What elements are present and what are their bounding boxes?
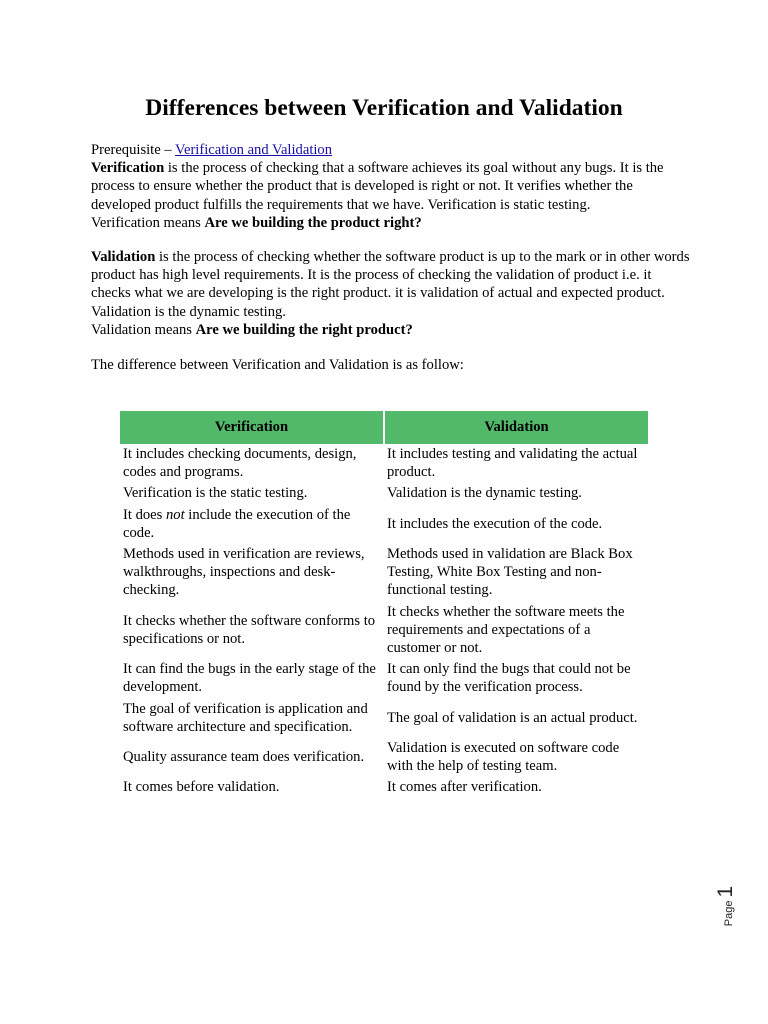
prerequisite-link[interactable]: Verification and Validation — [175, 142, 333, 158]
table-header-row — [120, 411, 648, 444]
validation-cell: It can only find the bugs that could not be found by the verification process. — [387, 661, 631, 696]
cell-text: include the execution of the code. — [123, 506, 351, 541]
table-row — [120, 505, 648, 544]
verification-cell: It includes checking documents, design, codes and programs. — [123, 446, 357, 481]
validation-means-label: Validation means — [91, 321, 196, 338]
page-title: Differences between Verification and Validation — [145, 95, 623, 121]
validation-term: Validation — [91, 249, 156, 265]
verification-cell: It can find the bugs in the early stage of the development. — [123, 661, 376, 696]
verification-means-line — [91, 214, 691, 232]
validation-cell: It includes the execution of the code. — [387, 515, 603, 532]
table-body — [120, 444, 648, 799]
validation-cell: Validation is executed on software code with the help of testing team. — [387, 740, 620, 775]
page-label: Page — [723, 900, 735, 927]
verification-cell: It comes before validation. — [123, 779, 280, 796]
verification-term: Verification — [91, 160, 165, 177]
cell-emphasis: not — [165, 506, 185, 523]
table-row — [120, 483, 648, 504]
validation-section — [91, 248, 691, 339]
cell-text: It does — [123, 506, 166, 523]
verification-cell: Methods used in verification are reviews, walkthroughs, inspections and desk-checking. — [123, 546, 365, 599]
validation-cell: It comes after verification. — [387, 779, 542, 796]
verification-definition: is the process of checking that a software achieves its goal without any bugs. It is the process to ensure whether the product that is developed is right or not. It verifies whether the developed product fulfills the requirements that we have. Verification is static testing. — [91, 160, 664, 213]
table-row — [120, 699, 648, 738]
table-row — [120, 659, 648, 698]
table-row — [120, 777, 648, 798]
prerequisite-line — [91, 141, 691, 159]
validation-definition: is the process of checking whether the software product is up to the mark or in other words product has high level requirements. It is the process of checking the validation of product i.e. it checks what we are developing is the right product. it is validation of actual and expected product. Validation is the dynamic testing. — [91, 249, 690, 320]
prerequisite-label: Prerequisite – — [91, 142, 176, 158]
validation-paragraph — [91, 248, 691, 321]
validation-cell: Validation is the dynamic testing. — [387, 485, 582, 502]
comparison-table — [120, 411, 648, 799]
table-row — [120, 738, 648, 777]
validation-means-line — [91, 321, 691, 339]
difference-intro: The difference between Verification and Validation is as follow: — [91, 357, 464, 373]
verification-cell: Quality assurance team does verification. — [123, 749, 365, 766]
validation-cell: It includes testing and validating the actual product. — [387, 446, 638, 481]
verification-cell — [120, 505, 384, 544]
validation-cell: The goal of validation is an actual product. — [387, 709, 638, 726]
verification-cell: Verification is the static testing. — [123, 485, 308, 502]
page-number — [714, 884, 750, 928]
verification-paragraph — [91, 159, 691, 214]
verification-means-label: Verification means — [91, 214, 205, 231]
table-row — [120, 544, 648, 602]
verification-question: Are we building the product right? — [204, 214, 422, 231]
validation-cell: Methods used in validation are Black Box Testing, White Box Testing and non-functional testing. — [387, 546, 633, 599]
table-row — [120, 602, 648, 660]
intro-section — [91, 141, 691, 232]
validation-question: Are we building the right product? — [195, 321, 413, 338]
header-verification: Verification — [120, 411, 384, 444]
header-validation: Validation — [384, 411, 648, 444]
table-row — [120, 444, 648, 483]
validation-cell: It checks whether the software meets the requirements and expectations of a customer or not. — [387, 603, 625, 657]
verification-cell: The goal of verification is application and software architecture and specification. — [123, 700, 368, 735]
page-number-value: 1 — [714, 885, 737, 898]
verification-cell: It checks whether the software conforms to specifications or not. — [123, 612, 376, 647]
